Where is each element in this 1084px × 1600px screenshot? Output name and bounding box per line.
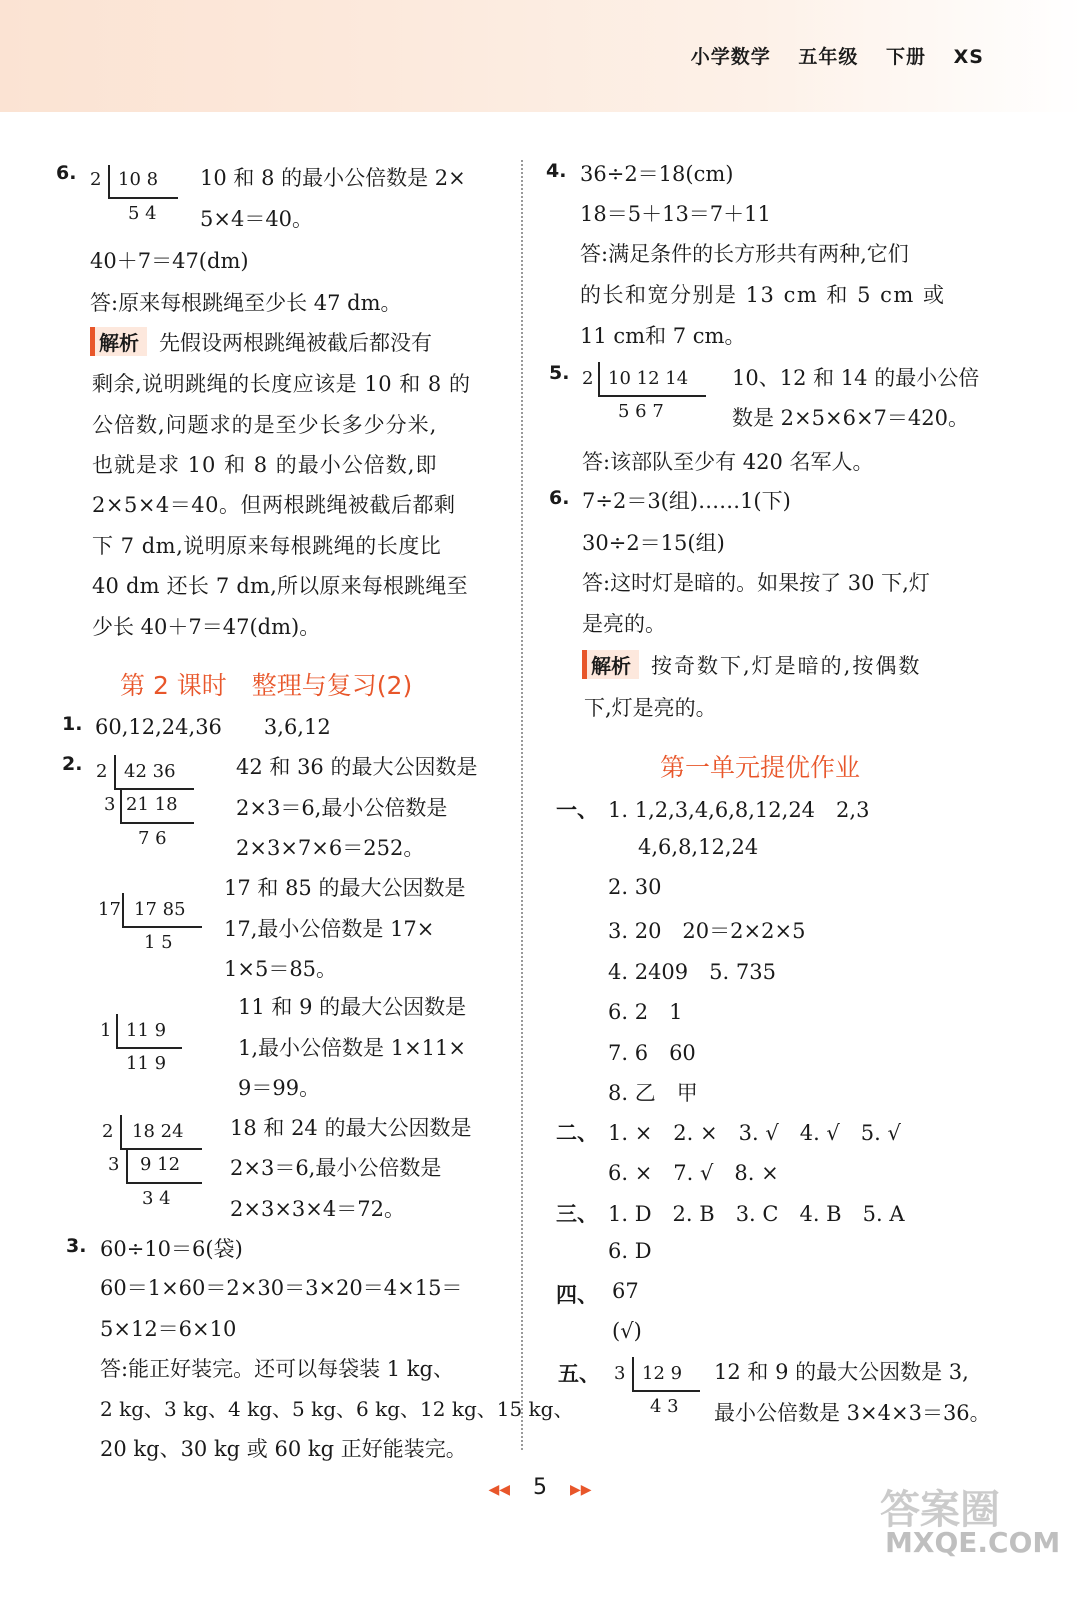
r-q5-line1: 10、12 和 14 的最小公倍 [732,366,980,390]
part1-a7: 7. 6 60 [608,1041,696,1065]
part5-division: 3 12 9 4 3 [612,1357,712,1423]
q3-num: 3. [66,1235,87,1257]
part4-row1: 67 [612,1279,639,1303]
q2a-line2: 2×3＝6,最小公倍数是 [236,796,448,820]
q2d-line2: 2×3＝6,最小公倍数是 [230,1156,442,1180]
r-q5-division: 2 10 12 14 5 6 7 [580,362,710,428]
q2c-line1: 11 和 9 的最大公因数是 [238,995,467,1019]
part1-a1: 1. 1,2,3,4,6,8,12,24 2,3 [608,798,870,822]
q2d-division: 2 18 24 3 9 12 3 4 [100,1112,210,1212]
edition: XS [953,46,984,68]
q2b-line3: 1×5＝85。 [224,957,338,981]
q6-analysis-line2: 剩余,说明跳绳的长度应该是 10 和 8 的 [92,372,471,396]
r-q6-line2: 30÷2＝15(组) [582,531,725,555]
part4-row2: (√) [612,1319,642,1343]
r-q4-line4: 的长和宽分别是 13 cm 和 5 cm 或 [580,283,946,307]
q3-line5: 2 kg、3 kg、4 kg、5 kg、6 kg、12 kg、15 kg、 [100,1397,574,1421]
part1-mark: 一、 [556,798,598,822]
column-divider [521,160,523,1450]
q2b-line2: 17,最小公倍数是 17× [224,917,435,941]
r-q5-line3: 答:该部队至少有 420 名军人。 [582,450,874,474]
analysis-label: 解析 [582,650,639,679]
page-header [671,42,984,69]
r-q5-line2: 数是 2×5×6×7＝420。 [732,406,969,430]
section-title-right: 第一单元提优作业 [660,753,861,782]
q6-analysis-line5: 2×5×4＝40。但两根跳绳被截后都剩 [92,493,456,517]
q6-analysis-line4: 也就是求 10 和 8 的最小公倍数,即 [92,453,438,477]
q6-analysis-line7: 40 dm 还长 7 dm,所以原来每根跳绳至 [92,574,468,598]
grade: 五年级 [798,46,859,68]
subject: 小学数学 [690,46,771,68]
q3-line4: 答:能正好装完。还可以每袋装 1 kg、 [100,1357,454,1381]
q2b-division: 17 17 85 1 5 [96,890,206,956]
q1-answer: 60,12,24,36 3,6,12 [95,715,331,739]
part3-row1: 1. D 2. B 3. C 4. B 5. A [608,1202,905,1226]
section-title-left: 第 2 课时 整理与复习(2) [120,671,413,700]
q2c-line3: 9＝99。 [238,1076,321,1100]
q6-analysis-line8: 少长 40＋7＝47(dm)。 [92,615,321,639]
q6-analysis-line3: 公倍数,问题求的是至少长多少分米, [92,413,438,437]
part3-mark: 三、 [556,1202,598,1226]
volume: 下册 [886,46,927,68]
q3-line2: 60＝1×60＝2×30＝3×20＝4×15＝ [100,1276,463,1300]
part2-mark: 二、 [556,1121,598,1145]
q6-line4: 答:原来每根跳绳至少长 47 dm。 [90,291,402,315]
part2-row1: 1. × 2. × 3. √ 4. √ 5. √ [608,1121,901,1145]
part5-line2: 最小公倍数是 3×4×3＝36。 [714,1401,991,1425]
q2c-division: 1 11 9 11 9 [98,1012,198,1078]
watermark-logo: 答案圈 MXQE.COM [880,1487,1061,1559]
part1-a4: 4. 2409 5. 735 [608,960,776,984]
part5-mark: 五、 [558,1362,600,1386]
r-q4-num: 4. [546,160,567,182]
r-q4-line3: 答:满足条件的长方形共有两种,它们 [580,242,909,266]
r-q6-analysis-line2: 下,灯是亮的。 [584,696,717,720]
part1-a8: 8. 乙 甲 [608,1081,698,1105]
r-q6-line4: 是亮的。 [582,612,666,636]
part1-a3: 3. 20 20＝2×2×5 [608,919,806,943]
part2-row2: 6. × 7. √ 8. × [608,1161,779,1185]
q6-analysis-line1: 解析 先假设两根跳绳被截后都没有 [90,327,432,357]
part1-a1b: 4,6,8,12,24 [638,835,759,859]
r-q6-analysis-line1: 解析 按奇数下,灯是暗的,按偶数 [582,650,921,680]
q6-division: 2 10 8 5 4 [88,163,188,223]
q2c-line2: 1,最小公倍数是 1×11× [238,1036,466,1060]
part1-a6: 6. 2 1 [608,1000,683,1024]
r-q4-line5: 11 cm和 7 cm。 [580,324,746,348]
r-q5-num: 5. [549,362,570,384]
r-q6-num: 6. [549,487,570,509]
q2a-division: 2 42 36 3 21 18 7 6 [94,752,204,852]
q2d-line3: 2×3×3×4＝72。 [230,1197,405,1221]
q6-line3: 40＋7＝47(dm) [90,249,249,273]
page-number: ◀◀ 5 ▶▶ [488,1475,592,1500]
r-q4-line2: 18＝5＋13＝7＋11 [580,202,771,226]
q1-num: 1. [62,713,83,735]
analysis-label: 解析 [90,327,147,356]
q3-line1: 60÷10＝6(袋) [100,1237,243,1261]
r-q4-line1: 36÷2＝18(cm) [580,162,734,186]
q2a-line3: 2×3×7×6＝252。 [236,836,425,860]
part3-row2: 6. D [608,1239,652,1263]
q6-num: 6. [56,162,77,184]
q3-line3: 5×12＝6×10 [100,1317,237,1341]
q2d-line1: 18 和 24 的最大公因数是 [230,1116,472,1140]
q6-analysis-line6: 下 7 dm,说明原来每根跳绳的长度比 [92,534,442,558]
next-arrows-icon: ▶▶ [570,1482,592,1498]
q2a-line1: 42 和 36 的最大公因数是 [236,755,478,779]
prev-arrows-icon: ◀◀ [488,1482,510,1498]
q2b-line1: 17 和 85 的最大公因数是 [224,876,466,900]
q3-line6: 20 kg、30 kg 或 60 kg 正好能装完。 [100,1437,467,1461]
q6-line1: 10 和 8 的最小公倍数是 2× [200,166,466,190]
r-q6-line3: 答:这时灯是暗的。如果按了 30 下,灯 [582,571,930,595]
r-q6-line1: 7÷2＝3(组)……1(下) [582,489,791,513]
q6-line2: 5×4＝40。 [200,207,314,231]
q2-num: 2. [62,753,83,775]
part1-a2: 2. 30 [608,875,662,899]
part5-line1: 12 和 9 的最大公因数是 3, [714,1360,969,1384]
part4-mark: 四、 [556,1283,598,1307]
